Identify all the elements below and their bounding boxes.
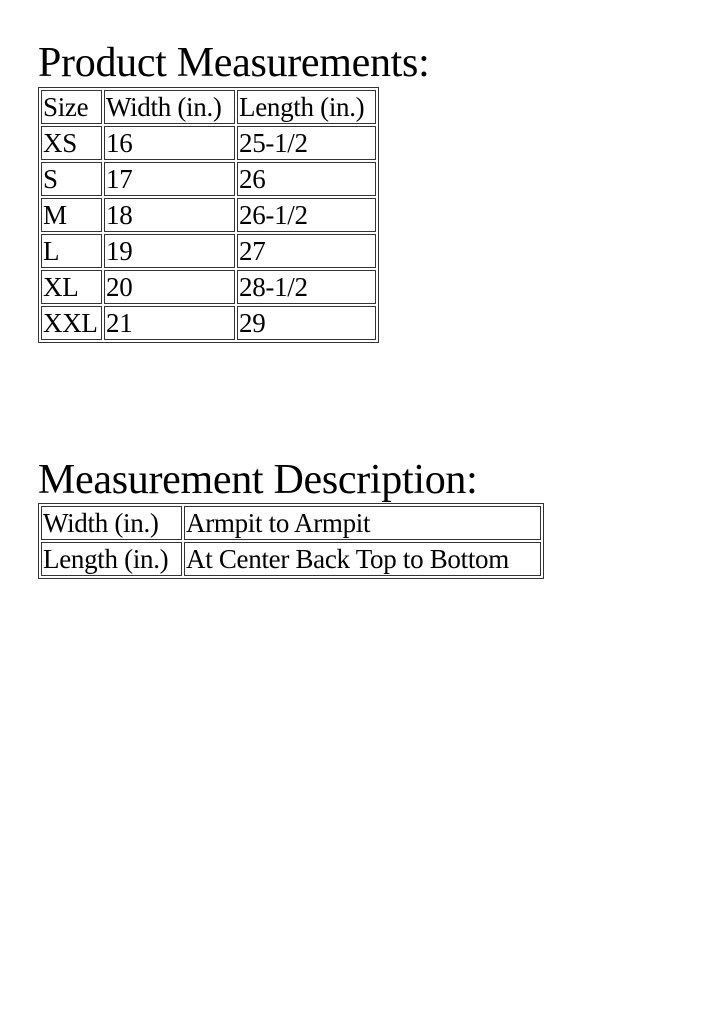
measurement-description-title: Measurement Description:	[38, 457, 478, 503]
table-row	[41, 234, 376, 268]
measurement-definition-cell: Armpit to Armpit	[184, 506, 541, 540]
measurement-term-cell: Width (in.)	[41, 506, 182, 540]
length-cell: 26	[237, 162, 376, 196]
width-cell: 16	[104, 126, 235, 160]
table-header-row	[41, 90, 376, 124]
header-length: Length (in.)	[237, 90, 376, 124]
length-cell: 27	[237, 234, 376, 268]
length-cell: 29	[237, 306, 376, 340]
header-size: Size	[41, 90, 102, 124]
size-cell: XS	[41, 126, 102, 160]
product-measurements-table	[38, 87, 379, 343]
product-measurements-title: Product Measurements:	[38, 40, 430, 86]
size-cell: M	[41, 198, 102, 232]
length-cell: 25-1/2	[237, 126, 376, 160]
width-cell: 21	[104, 306, 235, 340]
header-width: Width (in.)	[104, 90, 235, 124]
measurement-definition-cell: At Center Back Top to Bottom	[184, 542, 541, 576]
length-cell: 28-1/2	[237, 270, 376, 304]
length-cell: 26-1/2	[237, 198, 376, 232]
measurement-term-cell: Length (in.)	[41, 542, 182, 576]
table-row	[41, 506, 541, 540]
table-row	[41, 162, 376, 196]
table-row	[41, 306, 376, 340]
table-row	[41, 270, 376, 304]
size-cell: XL	[41, 270, 102, 304]
width-cell: 20	[104, 270, 235, 304]
size-cell: L	[41, 234, 102, 268]
table-row	[41, 542, 541, 576]
width-cell: 17	[104, 162, 235, 196]
size-cell: S	[41, 162, 102, 196]
width-cell: 18	[104, 198, 235, 232]
width-cell: 19	[104, 234, 235, 268]
table-row	[41, 198, 376, 232]
measurement-description-table	[38, 503, 544, 579]
size-cell: XXL	[41, 306, 102, 340]
table-row	[41, 126, 376, 160]
